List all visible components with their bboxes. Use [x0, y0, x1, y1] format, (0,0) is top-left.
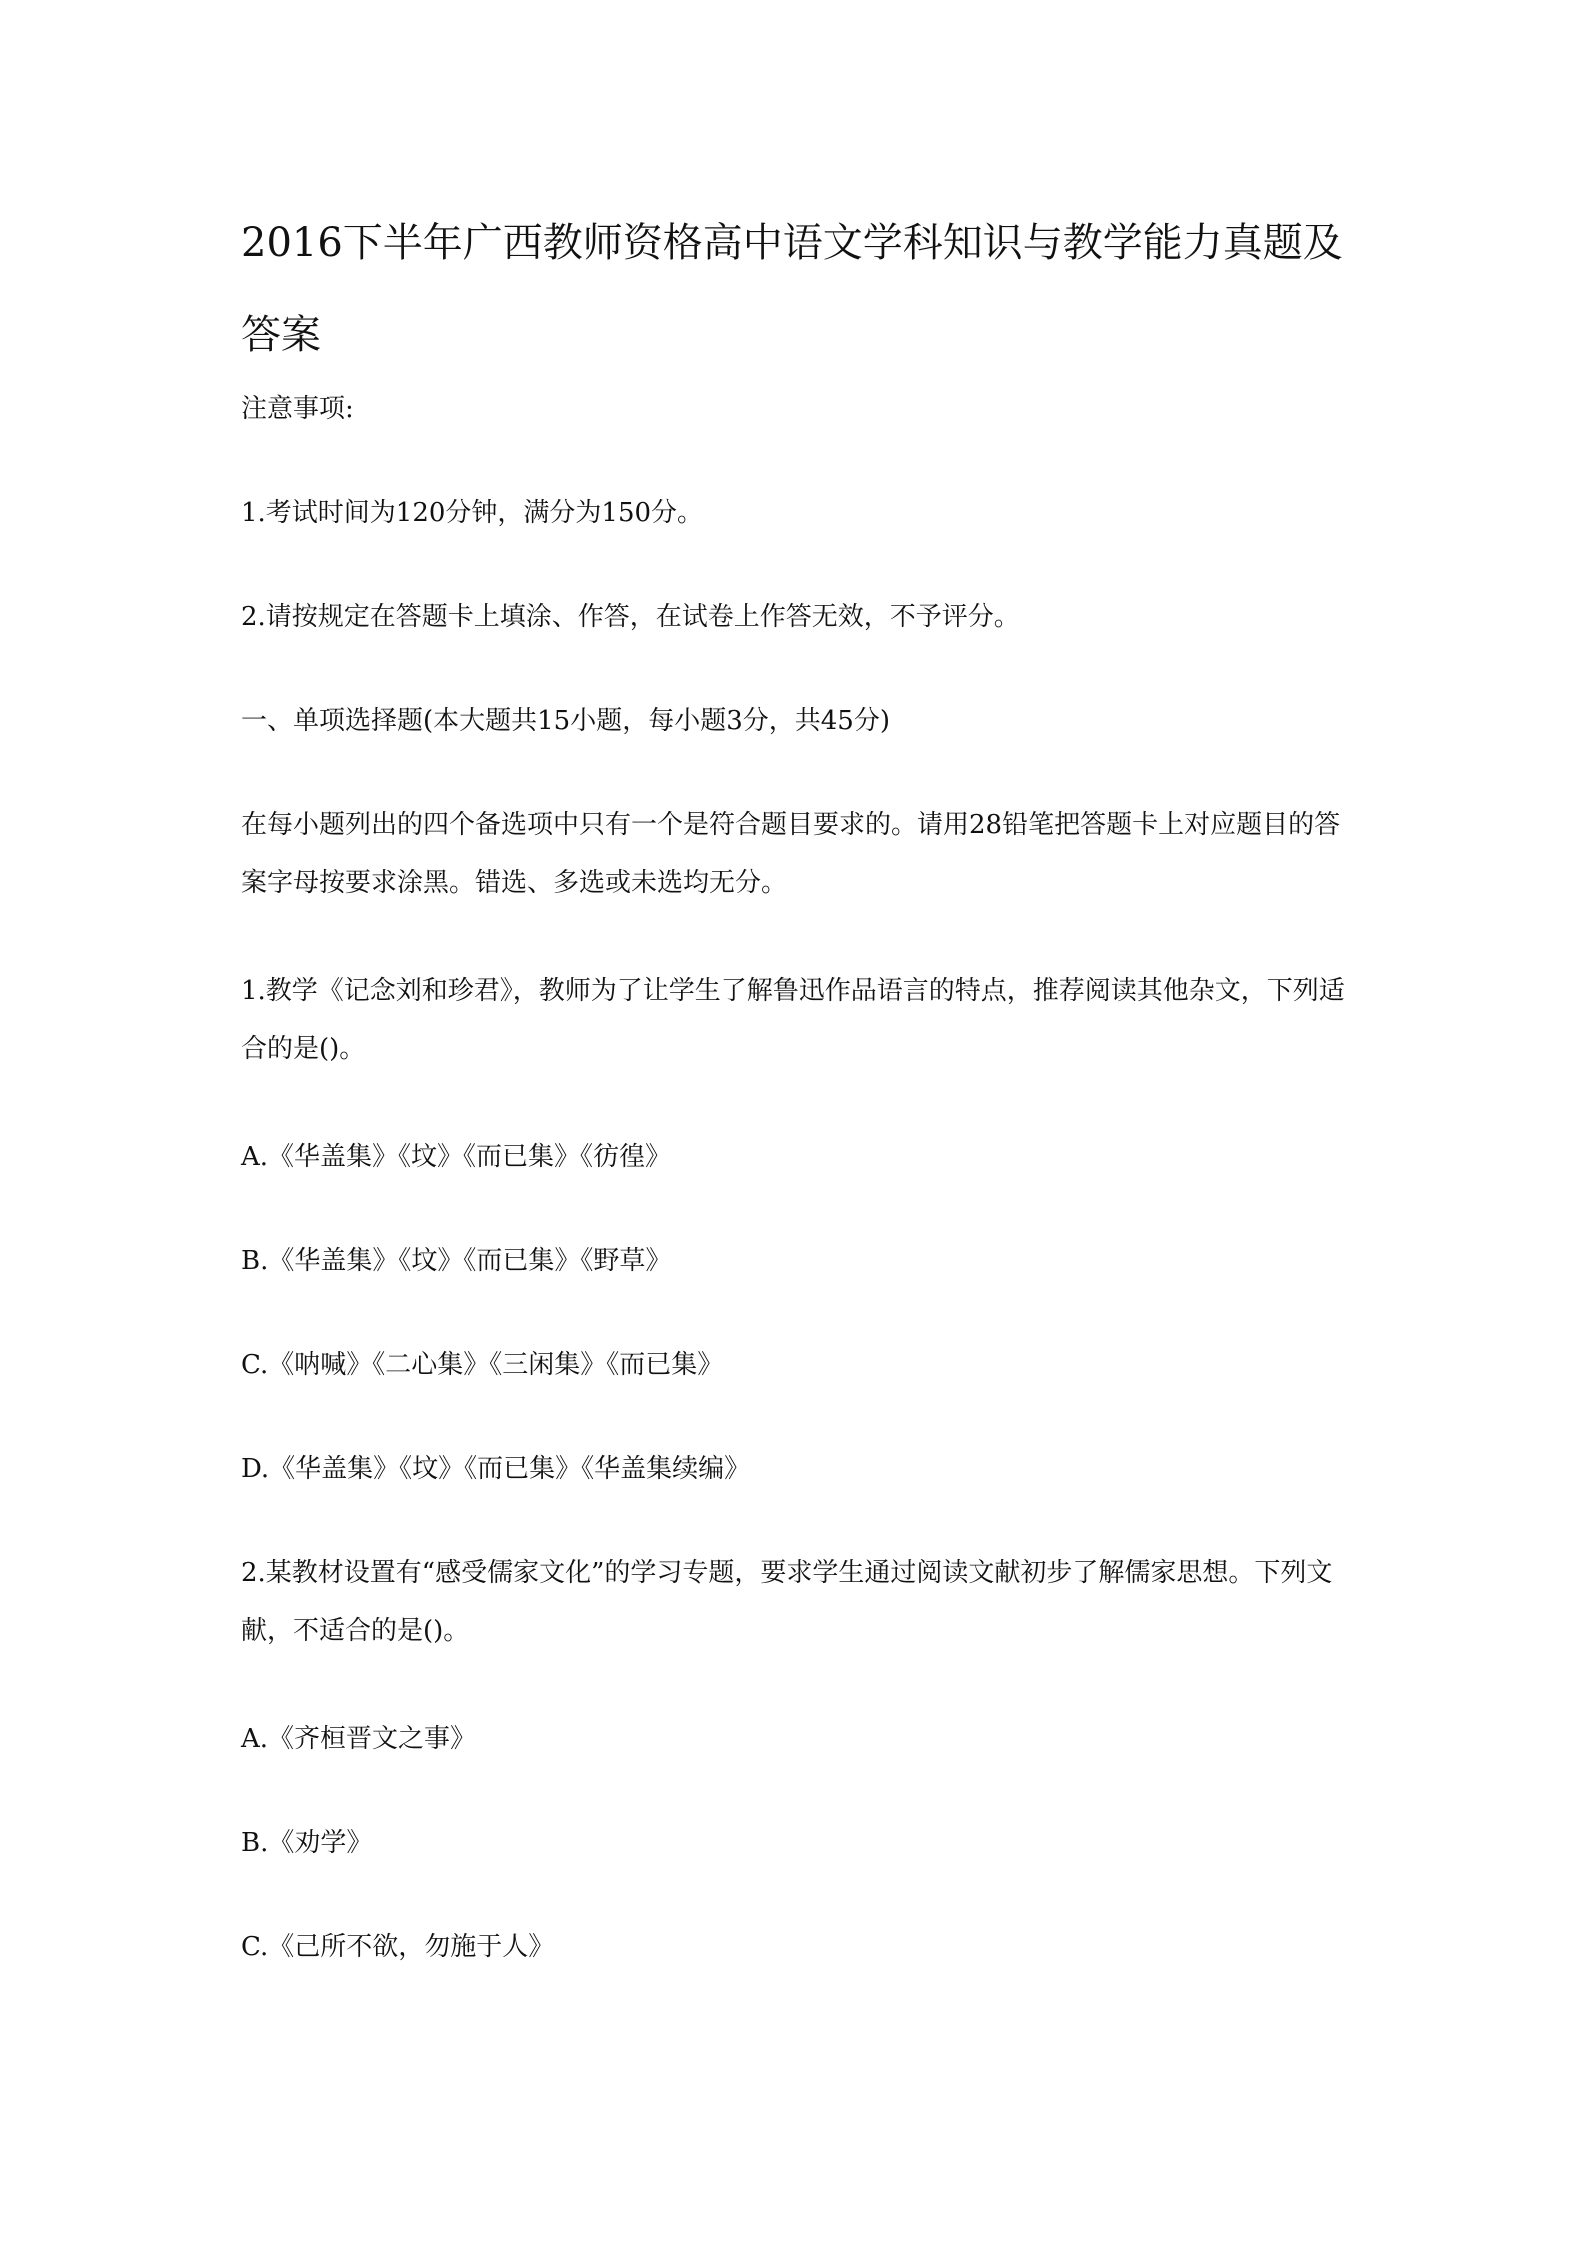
question-2-option-b: B.《劝学》	[241, 1828, 373, 1858]
notice-item-1: 1.考试时间为120分钟，满分为150分。	[241, 498, 704, 528]
question-2-option-a: A.《齐桓晋文之事》	[241, 1724, 477, 1754]
question-1-stem: 1.教学《记念刘和珍君》，教师为了让学生了解鲁迅作品语言的特点，推荐阅读其他杂文，下列适合的是()。	[241, 976, 1345, 1064]
question-1-option-c: C.《呐喊》《二心集》《三闲集》《而已集》	[241, 1350, 724, 1380]
question-1-option-b: B.《华盖集》《坟》《而已集》《野草》	[241, 1246, 672, 1276]
section-instruction: 在每小题列出的四个备选项中只有一个是符合题目要求的。请用28铅笔把答题卡上对应题目的答案字母按要求涂黑。错选、多选或未选均无分。	[241, 810, 1341, 898]
document-title: 2016下半年广西教师资格高中语文学科知识与教学能力真题及答案	[241, 220, 1343, 358]
notice-heading: 注意事项:	[241, 394, 354, 424]
question-1-option-d: D.《华盖集》《坟》《而已集》《华盖集续编》	[241, 1454, 751, 1484]
question-1-option-a: A.《华盖集》《坟》《而已集》《彷徨》	[241, 1142, 672, 1172]
question-2-stem: 2.某教材设置有“感受儒家文化”的学习专题，要求学生通过阅读文献初步了解儒家思想。下列文献，不适合的是()。	[241, 1558, 1333, 1646]
notice-item-2: 2.请按规定在答题卡上填涂、作答，在试卷上作答无效，不予评分。	[241, 602, 1020, 632]
question-2-option-c: C.《己所不欲，勿施于人》	[241, 1932, 555, 1962]
section-heading: 一、单项选择题(本大题共15小题，每小题3分，共45分)	[241, 706, 890, 736]
